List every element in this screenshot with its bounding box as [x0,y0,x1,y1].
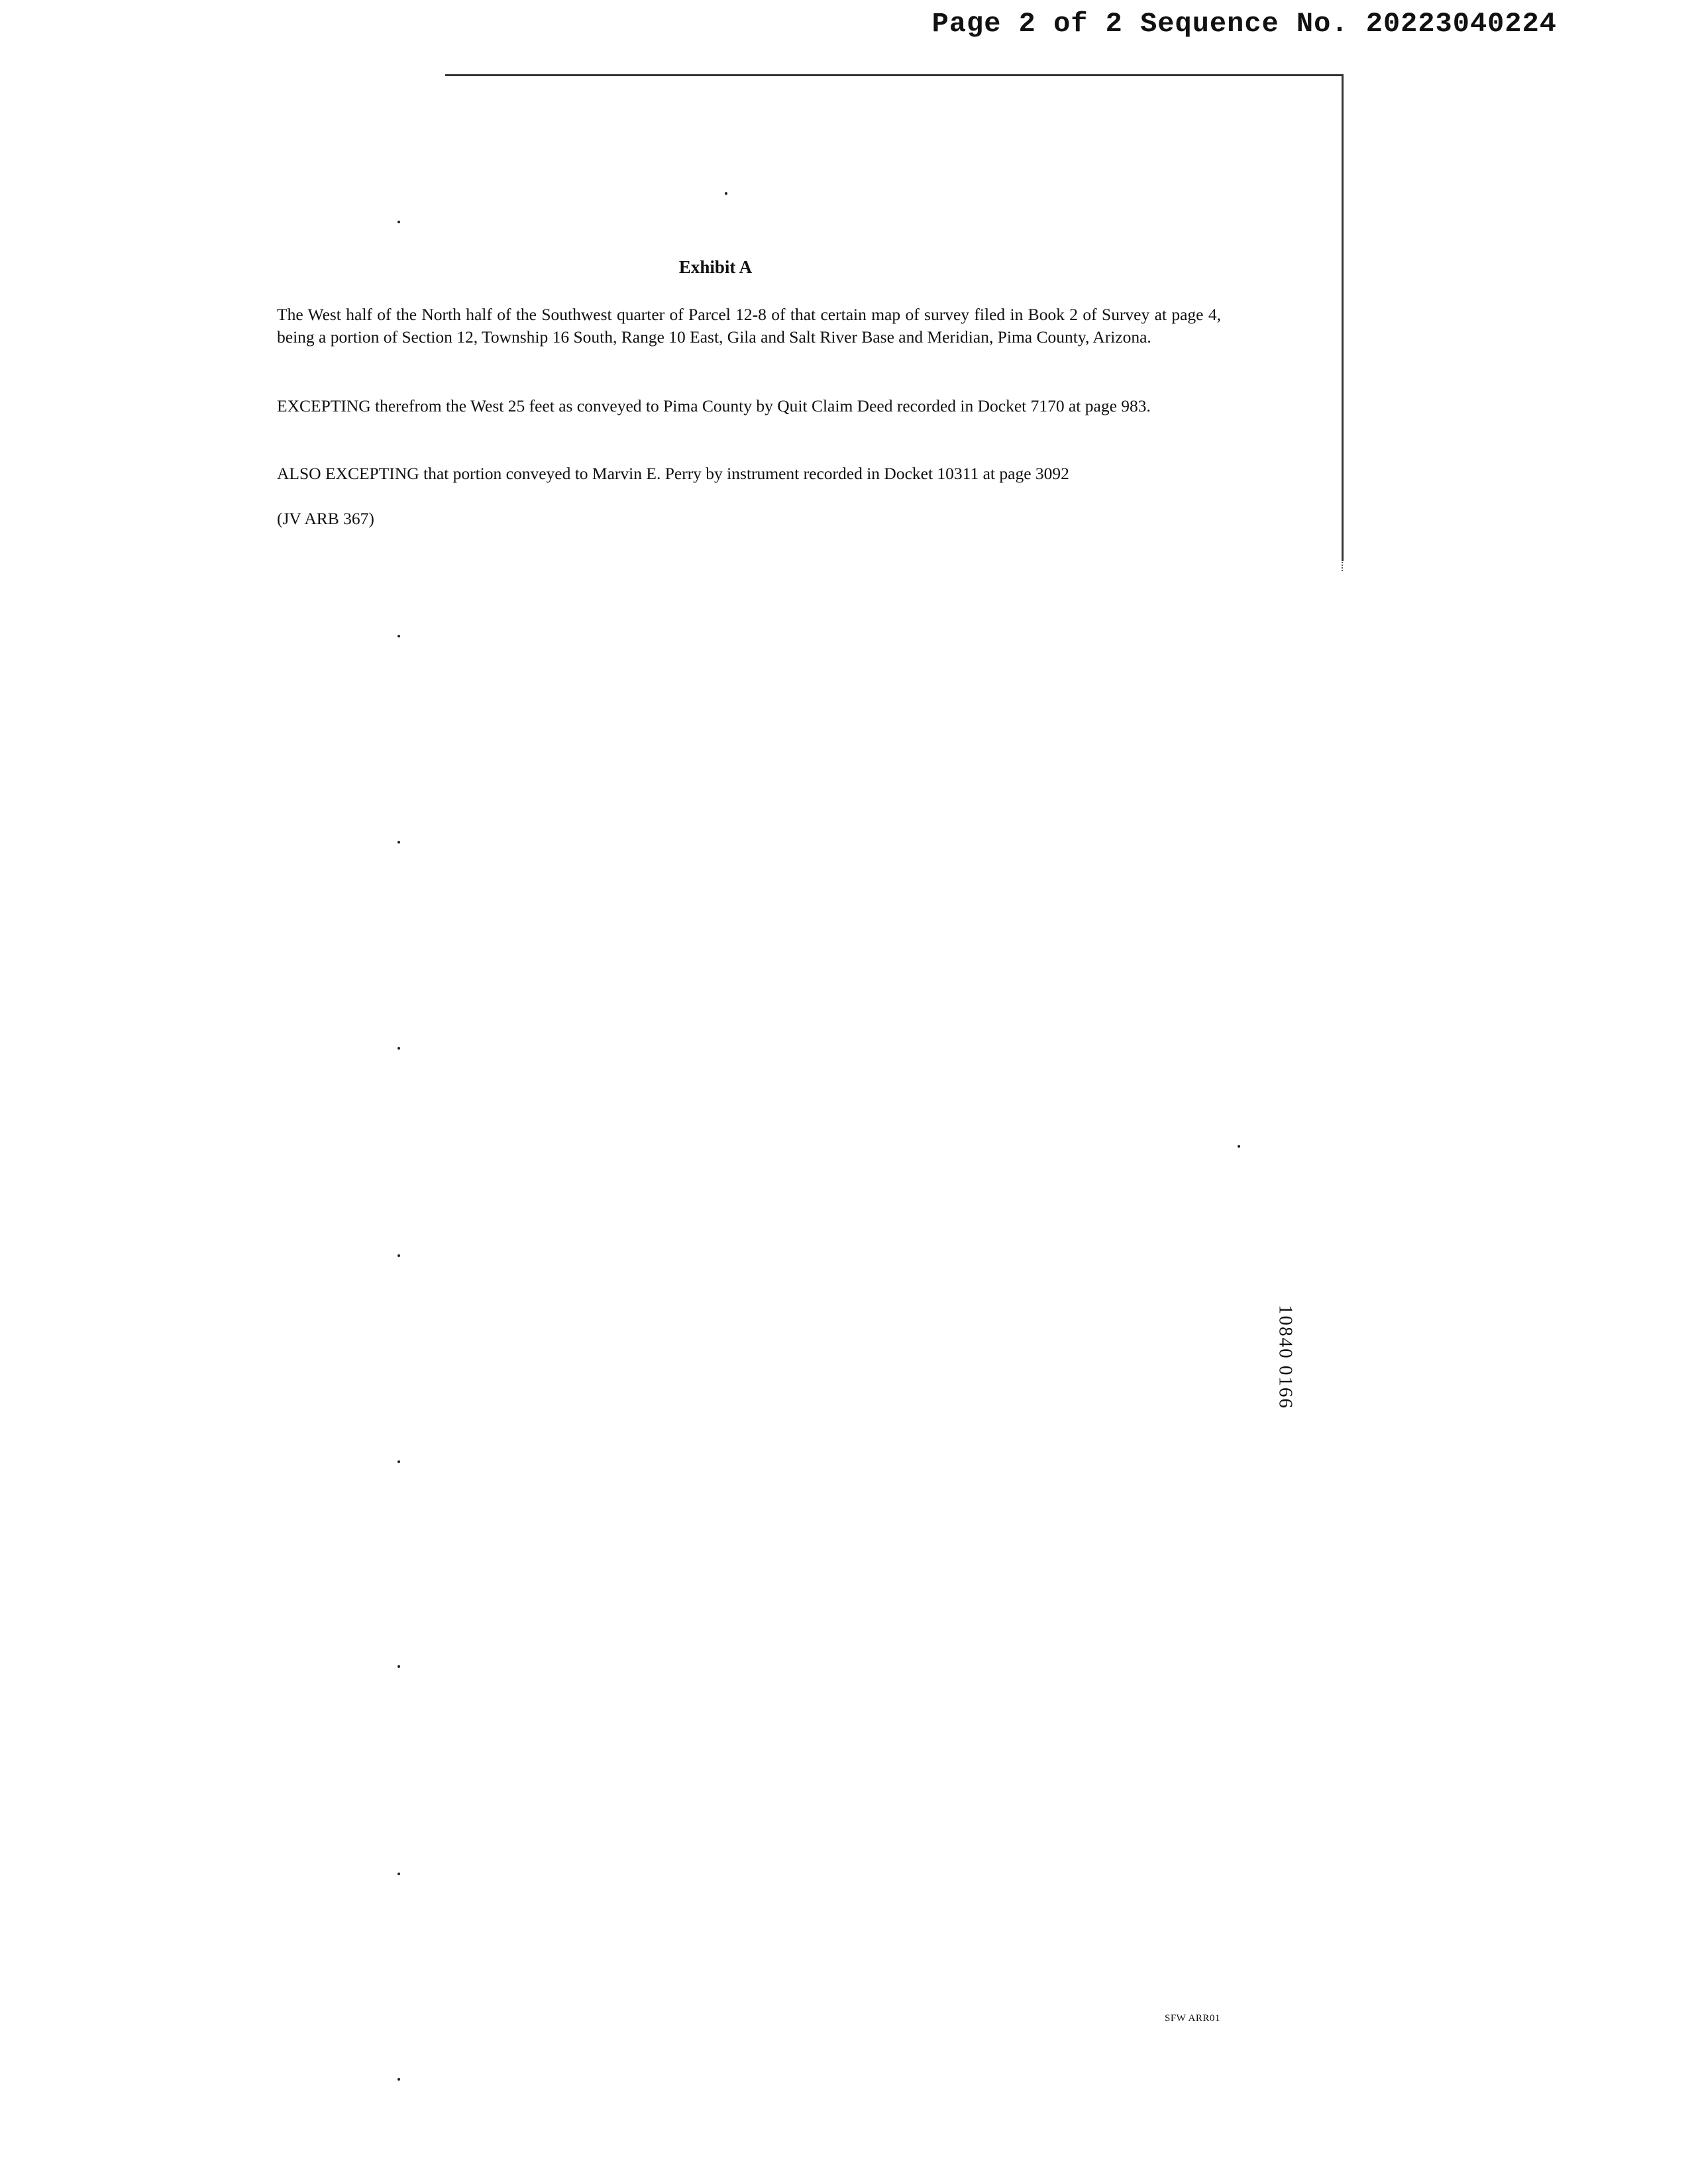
also-exception-paragraph: ALSO EXCEPTING that portion conveyed to Marvin E. Perry by instrument recorded in Docket 10311 at page 3092 [277,464,1069,483]
legal-description-paragraph: The West half of the North half of the Southwest quarter of Parcel 12-8 of that certain map of survey filed in Book 2 of Survey at page 4, being a portion of Section 12, Township 16 South, Range 10 East, Gila and Salt River Base and Meridian, Pima County, Arizona. [277,305,1221,347]
punch-mark [398,635,400,637]
punch-mark [398,1047,400,1050]
scan-speck [1238,1145,1240,1148]
punch-mark [398,841,400,844]
punch-mark [398,2078,400,2081]
punch-mark [398,1460,400,1463]
frame-right-border [1342,74,1344,561]
form-code: SFW ARR01 [1165,2013,1220,2024]
frame-right-border-tail [1342,562,1343,571]
punch-mark [398,221,400,223]
exhibit-title: Exhibit A [678,257,753,277]
punch-mark [398,1254,400,1257]
docket-page-stamp: 10840 0166 [1275,1305,1297,1409]
frame-top-border [445,74,1343,76]
page-sequence-header: Page 2 of 2 Sequence No. 20223040224 [931,8,1557,40]
reference-note: (JV ARB 367) [277,509,374,528]
punch-mark [398,1665,400,1668]
exception-paragraph: EXCEPTING therefrom the West 25 feet as conveyed to Pima County by Quit Claim Deed recorded in Docket 7170 at page 983. [277,396,1151,415]
scan-speck [725,192,727,195]
punch-mark [398,1873,400,1875]
